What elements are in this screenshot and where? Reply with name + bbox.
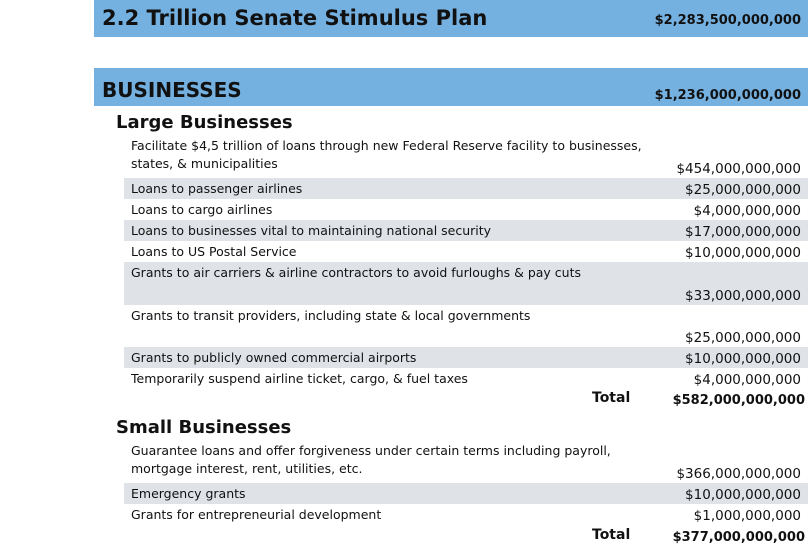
small-businesses-heading: Small Businesses: [116, 417, 292, 438]
table-row: [124, 368, 808, 389]
row-label: Grants to transit providers, including state & local governments: [131, 308, 531, 323]
grand-total-amount: $2,283,500,000,000: [654, 13, 801, 28]
table-row: [124, 305, 808, 347]
table-row: [124, 347, 808, 368]
row-amount: $25,000,000,000: [685, 182, 801, 198]
table-row: [124, 483, 808, 504]
row-label: Loans to businesses vital to maintaining national security: [131, 223, 492, 238]
row-label: Emergency grants: [131, 486, 246, 501]
table-row: [124, 178, 808, 199]
table-row: [124, 220, 808, 241]
large-businesses-heading: Large Businesses: [116, 112, 293, 133]
row-label: Grants to publicly owned commercial airports: [131, 350, 417, 365]
large-businesses-total-label: Total: [592, 390, 631, 406]
businesses-band: [94, 68, 808, 106]
businesses-title: BUSINESSES: [102, 78, 242, 102]
row-label: Grants for entrepreneurial development: [131, 507, 382, 522]
row-label: Guarantee loans and offer forgiveness under certain terms including payroll, mortgage interest, rent, utilities, etc.: [131, 443, 611, 476]
row-label: Temporarily suspend airline ticket, cargo, & fuel taxes: [131, 371, 468, 386]
small-businesses-total-label: Total: [592, 527, 631, 543]
table-row: [124, 199, 808, 220]
large-businesses-total-amount: $582,000,000,000: [672, 393, 805, 408]
row-amount: $1,000,000,000: [693, 508, 801, 524]
table-row: [124, 241, 808, 262]
small-businesses-total-amount: $377,000,000,000: [672, 530, 805, 545]
row-label: Loans to cargo airlines: [131, 202, 273, 217]
page-title: 2.2 Trillion Senate Stimulus Plan: [102, 6, 488, 30]
row-label: Grants to air carriers & airline contractors to avoid furloughs & pay cuts: [131, 265, 582, 280]
row-amount: $4,000,000,000: [693, 203, 801, 219]
businesses-amount: $1,236,000,000,000: [654, 88, 801, 103]
row-amount: $4,000,000,000: [693, 372, 801, 388]
table-row: [124, 135, 808, 178]
row-amount: $25,000,000,000: [685, 330, 801, 346]
row-amount: $366,000,000,000: [676, 466, 801, 482]
table-row: [124, 504, 808, 525]
row-amount: $33,000,000,000: [685, 288, 801, 304]
table-row: [124, 440, 808, 483]
row-amount: $10,000,000,000: [685, 351, 801, 367]
row-amount: $454,000,000,000: [676, 161, 801, 177]
row-label: Facilitate $4,5 trillion of loans through new Federal Reserve facility to businesses, states, & municipalities: [131, 138, 642, 171]
table-row: [124, 262, 808, 305]
row-amount: $10,000,000,000: [685, 487, 801, 503]
row-label: Loans to passenger airlines: [131, 181, 303, 196]
row-label: Loans to US Postal Service: [131, 244, 297, 259]
row-amount: $17,000,000,000: [685, 224, 801, 240]
title-band: [94, 0, 808, 37]
row-amount: $10,000,000,000: [685, 245, 801, 261]
